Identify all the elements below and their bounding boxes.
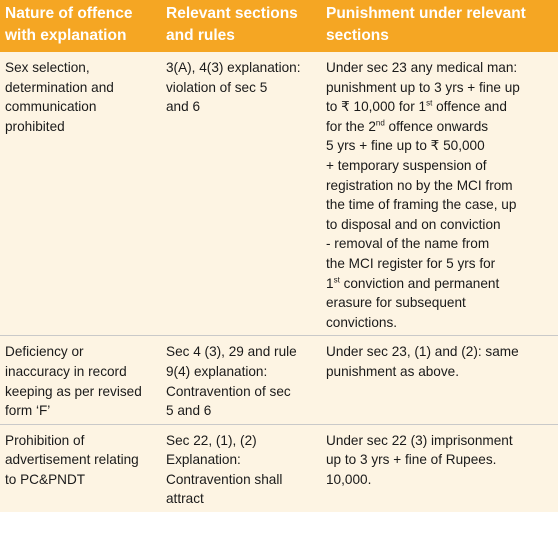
cell-line: inaccuracy in record bbox=[5, 363, 127, 379]
cell-line: advertisement relating bbox=[5, 452, 139, 468]
text-run: offence and bbox=[432, 99, 507, 115]
header-line: sections bbox=[326, 27, 389, 44]
cell-line bbox=[326, 117, 554, 137]
cell-line: - removal of the name from bbox=[326, 236, 490, 252]
cell-line: Contravention shall bbox=[166, 471, 283, 487]
cell-line: Under sec 22 (3) imprisonment bbox=[326, 432, 513, 448]
cell-line: Contravention of sec bbox=[166, 383, 291, 399]
cell-line: violation of sec 5 bbox=[166, 79, 268, 95]
cell-line: + temporary suspension of bbox=[326, 157, 487, 173]
header-line: Relevant sections bbox=[166, 5, 298, 22]
cell-line: to disposal and on conviction bbox=[326, 216, 501, 232]
sections-cell bbox=[161, 424, 321, 512]
cell-line: punishment as above. bbox=[326, 363, 460, 379]
cell-line: Explanation: bbox=[166, 452, 241, 468]
cell-line: prohibited bbox=[5, 118, 65, 134]
offence-cell bbox=[0, 336, 161, 424]
cell-line: 10,000. bbox=[326, 471, 372, 487]
cell-line: 5 yrs + fine up to ₹ 50,000 bbox=[326, 138, 485, 154]
text-run: 1 bbox=[326, 275, 334, 291]
cell-line: 3(A), 4(3) explanation: bbox=[166, 60, 301, 75]
header-row bbox=[0, 0, 558, 52]
cell-line: Sec 22, (1), (2) bbox=[166, 432, 257, 448]
sections-cell bbox=[161, 336, 321, 424]
cell-line: convictions. bbox=[326, 314, 398, 330]
cell-line: punishment up to 3 yrs + fine up bbox=[326, 79, 520, 95]
punishment-cell bbox=[321, 424, 558, 512]
cell-line: determination and bbox=[5, 79, 114, 95]
header-line: Punishment under relevant bbox=[326, 5, 526, 22]
offence-cell bbox=[0, 52, 161, 336]
superscript: st bbox=[426, 98, 433, 108]
cell-line: the time of framing the case, up bbox=[326, 197, 517, 213]
superscript: st bbox=[333, 275, 340, 284]
header-line: with explanation bbox=[5, 27, 127, 44]
cell-line: erasure for subsequent bbox=[326, 295, 466, 311]
table-row bbox=[0, 336, 558, 424]
header-relevant-sections bbox=[161, 0, 321, 52]
header-line: Nature of offence bbox=[5, 5, 133, 22]
punishment-cell bbox=[321, 52, 558, 336]
text-run: to ₹ 10,000 for 1 bbox=[326, 99, 427, 115]
table-header bbox=[0, 0, 558, 52]
cell-line: Under sec 23, (1) and (2): same bbox=[326, 344, 519, 360]
text-run: for the 2 bbox=[326, 118, 376, 134]
punishment-cell bbox=[321, 336, 558, 424]
cell-line: communication bbox=[5, 99, 97, 115]
cell-line: 9(4) explanation: bbox=[166, 363, 268, 379]
cell-line: to PC&PNDT bbox=[5, 471, 86, 487]
sections-cell bbox=[161, 52, 321, 336]
cell-line: Sex selection, bbox=[5, 60, 90, 75]
cell-line: Sec 4 (3), 29 and rule bbox=[166, 344, 297, 360]
cell-line: and 6 bbox=[166, 99, 201, 115]
text-run: conviction and permanent bbox=[339, 275, 500, 291]
text-run: offence onwards bbox=[384, 118, 489, 134]
cell-line: the MCI register for 5 yrs for bbox=[326, 255, 496, 271]
header-punishment bbox=[321, 0, 558, 52]
header-line: and rules bbox=[166, 27, 235, 44]
cell-line: Deficiency or bbox=[5, 344, 84, 360]
superscript: nd bbox=[375, 118, 385, 128]
cell-line: 5 and 6 bbox=[166, 403, 212, 419]
cell-line: keeping as per revised bbox=[5, 383, 142, 399]
cell-line bbox=[326, 97, 554, 117]
cell-line: form ‘F’ bbox=[5, 403, 51, 419]
cell-line bbox=[326, 274, 554, 294]
cell-line: attract bbox=[166, 491, 204, 507]
offence-cell bbox=[0, 424, 161, 512]
cell-line: up to 3 yrs + fine of Rupees. bbox=[326, 452, 497, 468]
cell-line: Prohibition of bbox=[5, 432, 85, 448]
cell-line: registration no by the MCI from bbox=[326, 177, 513, 193]
header-nature-of-offence bbox=[0, 0, 161, 52]
table-row bbox=[0, 424, 558, 512]
cell-line: Under sec 23 any medical man: bbox=[326, 60, 518, 75]
table-row bbox=[0, 52, 558, 336]
